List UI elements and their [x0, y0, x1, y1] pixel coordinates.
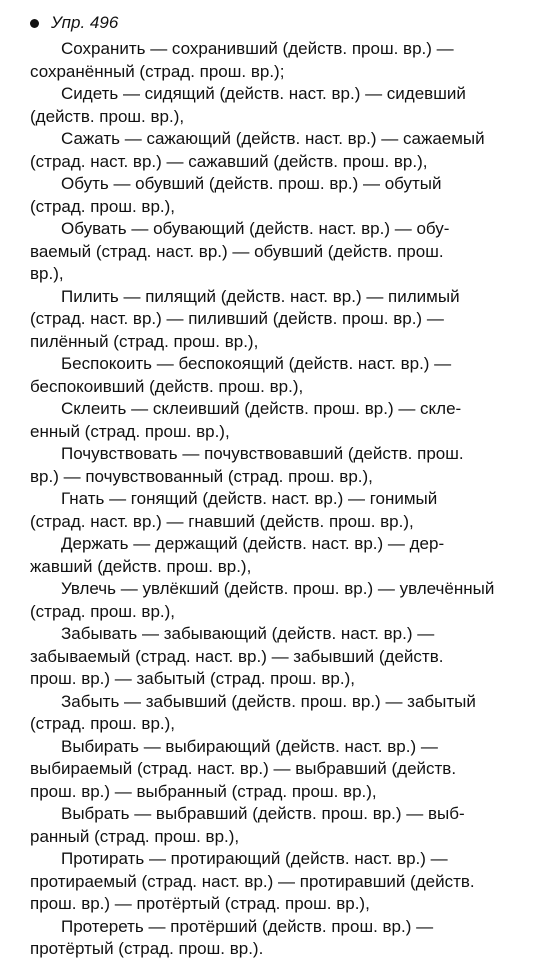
- verb-entry: [30, 916, 530, 961]
- entry-line-1: Склеить — склеивший (действ. прош. вр.) — скле-: [61, 399, 462, 418]
- entry-line-1: Протереть — протёрший (действ. прош. вр.) —: [61, 916, 434, 936]
- entry-line-2: беспокоивший (действ. прош. вр.),: [30, 376, 304, 396]
- entry-line-3: пилённый (страд. прош. вр.),: [30, 331, 259, 351]
- verb-entry: [30, 83, 530, 128]
- verb-entry: [30, 38, 530, 83]
- verb-entry: [30, 848, 530, 916]
- verb-entry: [30, 286, 530, 354]
- entries-list: [30, 38, 530, 961]
- entry-line-3: вр.),: [30, 264, 64, 283]
- entry-line-2: (страд. наст. вр.) — пиливший (действ. прош. вр.) —: [30, 309, 444, 328]
- entry-line-1: Сидеть — сидящий (действ. наст. вр.) — сидевший: [61, 84, 466, 103]
- entry-line-2: протираемый (страд. наст. вр.) — протиравший (действ.: [30, 871, 475, 891]
- entry-line-1: Почувствовать — почувствовавший (действ. прош.: [61, 444, 464, 463]
- entry-line-2: (страд. наст. вр.) — сажавший (действ. прош. вр.),: [30, 151, 428, 171]
- entry-line-3: прош. вр.) — забытый (страд. прош. вр.),: [30, 669, 355, 688]
- exercise-header: [30, 8, 530, 38]
- verb-entry: [30, 488, 530, 533]
- verb-entry: [30, 803, 530, 848]
- verb-entry: [30, 578, 530, 623]
- entry-line-1: Держать — держащий (действ. наст. вр.) — дер-: [61, 534, 445, 553]
- entry-line-2: ваемый (страд. наст. вр.) — обувший (действ. прош.: [30, 241, 444, 261]
- entry-line-1: Протирать — протирающий (действ. наст. вр.) —: [61, 849, 448, 868]
- entry-line-2: ранный (страд. прош. вр.),: [30, 826, 240, 846]
- entry-line-2: жавший (действ. прош. вр.),: [30, 556, 252, 576]
- entry-line-1: Сажать — сажающий (действ. наст. вр.) — сажаемый: [61, 129, 485, 148]
- verb-entry: [30, 533, 530, 578]
- entry-line-2: енный (страд. прош. вр.),: [30, 421, 230, 441]
- entry-line-1: Увлечь — увлёкший (действ. прош. вр.) — увлечённый: [61, 579, 495, 598]
- entry-line-1: Пилить — пилящий (действ. наст. вр.) — пилимый: [61, 286, 460, 306]
- entry-line-2: (страд. прош. вр.),: [30, 601, 176, 621]
- entry-line-2: (страд. прош. вр.),: [30, 196, 176, 216]
- entry-line-1: Забывать — забывающий (действ. наст. вр.) —: [61, 624, 435, 643]
- entry-line-1: Выбирать — выбирающий (действ. наст. вр.) —: [61, 736, 438, 756]
- entry-line-2: (страд. наст. вр.) — гнавший (действ. прош. вр.),: [30, 511, 414, 531]
- entry-line-1: Обувать — обувающий (действ. наст. вр.) — обу-: [61, 219, 450, 238]
- verb-entry: [30, 691, 530, 736]
- entry-line-2: вр.) — почувствованный (страд. прош. вр.),: [30, 466, 373, 486]
- entry-line-2: (страд. прош. вр.),: [30, 714, 176, 733]
- entry-line-1: Беспокоить — беспокоящий (действ. наст. вр.) —: [61, 354, 452, 373]
- verb-entry: [30, 173, 530, 218]
- verb-entry: [30, 443, 530, 488]
- verb-entry: [30, 398, 530, 443]
- entry-line-3: прош. вр.) — выбранный (страд. прош. вр.),: [30, 781, 377, 801]
- entry-line-2: забываемый (страд. наст. вр.) — забывший (действ.: [30, 646, 444, 666]
- entry-line-1: Гнать — гонящий (действ. наст. вр.) — гонимый: [61, 489, 438, 508]
- entry-line-1: Выбрать — выбравший (действ. прош. вр.) — выб-: [61, 804, 465, 823]
- entry-line-1: Сохранить — сохранивший (действ. прош. вр.) —: [61, 39, 454, 58]
- entry-line-2: выбираемый (страд. наст. вр.) — выбравший (действ.: [30, 759, 457, 778]
- entry-line-2: протёртый (страд. прош. вр.).: [30, 939, 264, 958]
- entry-line-2: сохранённый (страд. прош. вр.);: [30, 61, 285, 81]
- verb-entry: [30, 353, 530, 398]
- verb-entry: [30, 736, 530, 804]
- verb-entry: [30, 218, 530, 286]
- verb-entry: [30, 623, 530, 691]
- exercise-label: Упр. 496: [51, 13, 119, 32]
- entry-line-1: Забыть — забывший (действ. прош. вр.) — забытый: [61, 691, 476, 711]
- bullet-icon: [30, 19, 39, 28]
- entry-line-2: (действ. прош. вр.),: [30, 106, 185, 126]
- entry-line-1: Обуть — обувший (действ. прош. вр.) — обутый: [61, 174, 442, 193]
- verb-entry: [30, 128, 530, 173]
- entry-line-3: прош. вр.) — протёртый (страд. прош. вр.),: [30, 894, 370, 913]
